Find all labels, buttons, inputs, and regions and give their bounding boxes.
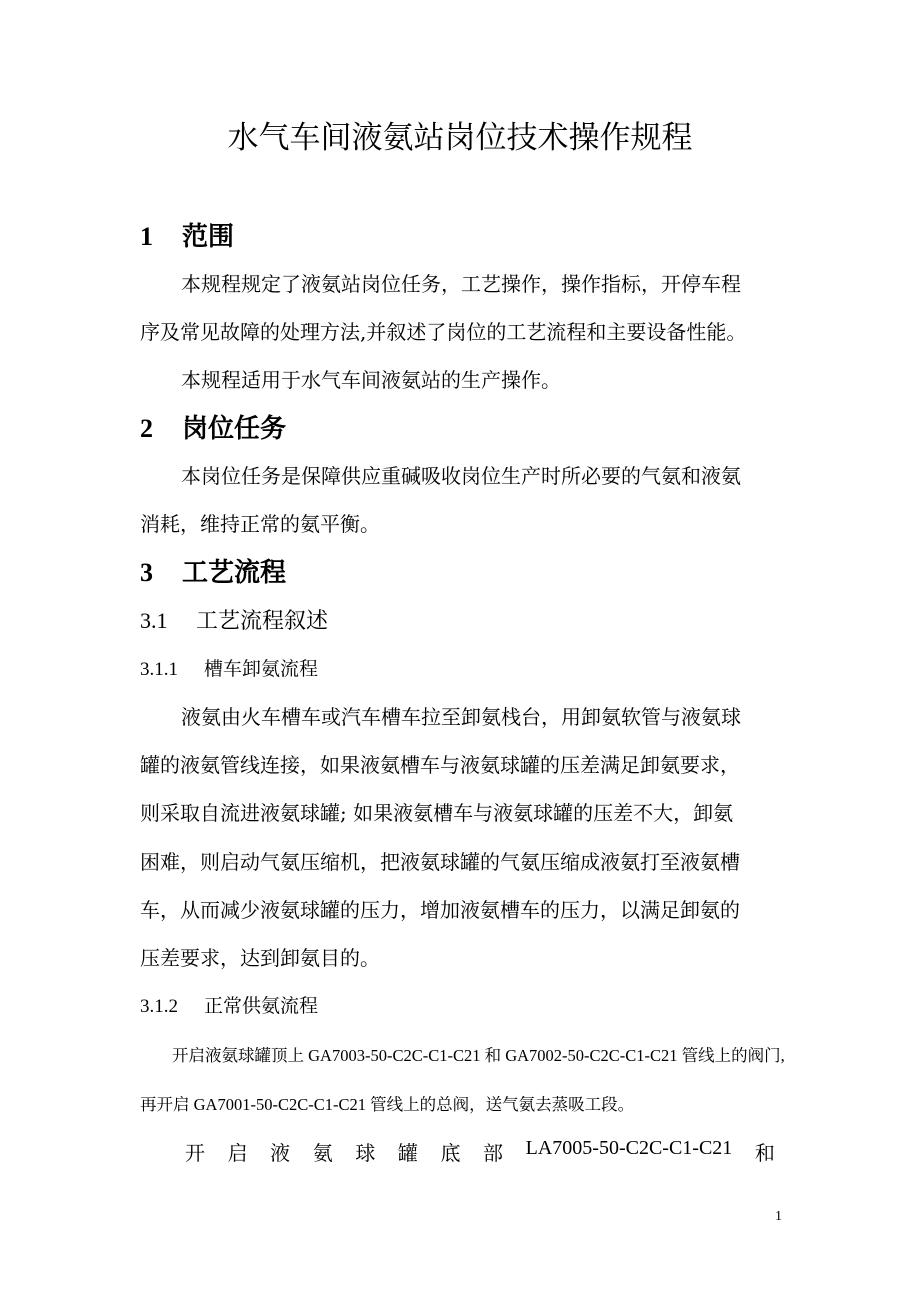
section-2-heading: [140, 408, 286, 445]
paragraph-line: 再开启 GA7001-50-C2C-C1-C21 管线上的总阀，送气氨去蒸吸工段。: [140, 1095, 635, 1114]
word: 球: [355, 1141, 376, 1165]
word: 开: [185, 1141, 205, 1165]
word: 氨: [312, 1141, 333, 1165]
paragraph-line: 罐的液氨管线连接，如果液氨槽车与液氨球罐的压差满足卸氨要求，: [140, 753, 740, 777]
subsection-number: 3.1.2: [140, 996, 178, 1017]
page-number: 1: [775, 1209, 782, 1224]
word: 启: [227, 1141, 248, 1165]
paragraph-line: 本规程规定了液氨站岗位任务，工艺操作，操作指标，开停车程: [181, 272, 741, 296]
word: 部: [483, 1141, 504, 1165]
word: LA7005-50-C2C-C1-C21: [525, 1137, 733, 1159]
paragraph-line: 车，从而减少液氨球罐的压力，增加液氨槽车的压力，以满足卸氨的: [140, 898, 740, 922]
word: 底: [440, 1141, 461, 1165]
subsection-number: 3.1.1: [140, 659, 178, 680]
section-3-heading: [140, 552, 286, 589]
subsection-title: 工艺流程叙述: [196, 609, 329, 634]
subsection-title: 正常供氨流程: [204, 995, 319, 1017]
word: 罐: [397, 1141, 418, 1165]
paragraph-line: 困难，则启动气氨压缩机，把液氨球罐的气氨压缩成液氨打至液氨槽: [140, 850, 740, 874]
page-title: 水气车间液氨站岗位技术操作规程: [227, 120, 693, 156]
paragraph-line: 序及常见故障的处理方法,并叙述了岗位的工艺流程和主要设备性能。: [140, 320, 747, 344]
section-number: 2: [140, 414, 153, 443]
subsection-number: 3.1: [140, 608, 168, 633]
paragraph-line: 本规程适用于水气车间液氨站的生产操作。: [181, 368, 561, 392]
subsection-3-1-2-heading: [140, 991, 318, 1018]
paragraph-line: 液氨由火车槽车或汽车槽车拉至卸氨栈台，用卸氨软管与液氨球: [181, 705, 741, 729]
section-title: 岗位任务: [182, 414, 287, 444]
paragraph-line: 开启液氨球罐顶上 GA7003-50-C2C-C1-C21 和 GA7002-50-C2C-C1-C21 管线上的阀门,: [172, 1046, 785, 1065]
subsection-title: 槽车卸氨流程: [204, 658, 319, 680]
paragraph-line: 则采取自流进液氨球罐; 如果液氨槽车与液氨球罐的压差不大，卸氨: [140, 801, 734, 825]
section-title: 工艺流程: [182, 558, 287, 588]
paragraph-line: 消耗，维持正常的氨平衡。: [140, 512, 380, 536]
paragraph-line: 本岗位任务是保障供应重碱吸收岗位生产时所必要的气氨和液氨: [181, 464, 741, 488]
word: 和: [754, 1141, 775, 1165]
section-1-heading: [140, 216, 234, 253]
paragraph-line: 压差要求，达到卸氨目的。: [140, 946, 380, 970]
word: 液: [270, 1141, 291, 1165]
subsection-3-1-heading: [140, 604, 328, 635]
justified-line: [185, 1137, 775, 1166]
section-number: 1: [140, 222, 153, 251]
section-number: 3: [140, 558, 153, 587]
section-title: 范围: [182, 222, 235, 252]
subsection-3-1-1-heading: [140, 654, 318, 681]
